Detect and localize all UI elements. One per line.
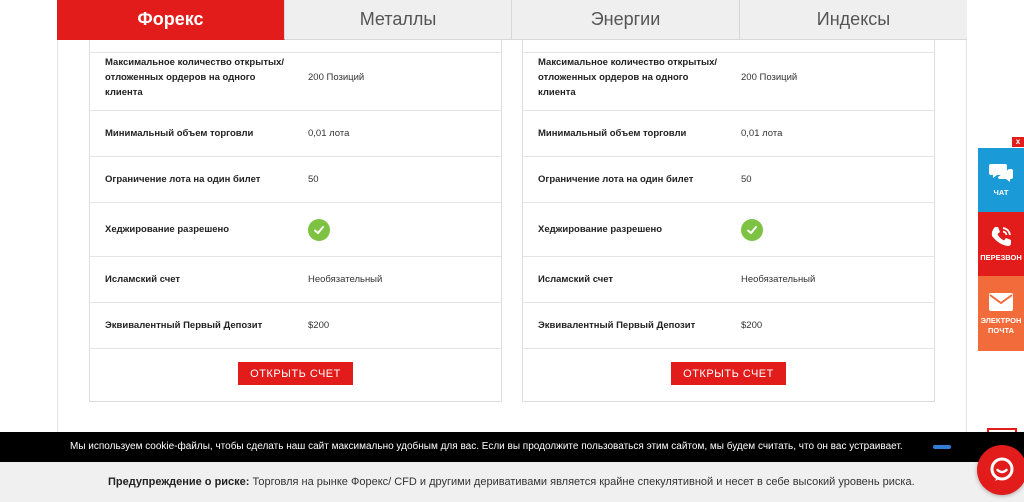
- row-label: Ограничение лота на один билет: [105, 174, 261, 185]
- cookie-accept-toggle[interactable]: [933, 445, 951, 449]
- tab-forex[interactable]: Форекс: [57, 0, 285, 40]
- row-divider: [90, 348, 501, 349]
- row-label: Исламский счет: [105, 274, 181, 285]
- open-account-button[interactable]: ОТКРЫТЬ СЧЕТ: [238, 362, 353, 385]
- table-row: [90, 110, 501, 156]
- row-value: 0,01 лота: [741, 128, 783, 139]
- live-chat-button[interactable]: [977, 445, 1024, 495]
- open-account-button[interactable]: ОТКРЫТЬ СЧЕТ: [671, 362, 786, 385]
- row-value: $200: [741, 320, 763, 331]
- phone-icon: [989, 225, 1013, 249]
- risk-warning-bar: [0, 462, 1024, 502]
- chat-bubble-icon: [989, 457, 1015, 483]
- row-value: 200 Позиций: [741, 72, 798, 83]
- row-label: Максимальное количество открытых/ отложенных ордеров на одного клиента: [105, 57, 285, 98]
- check-icon: [741, 219, 763, 241]
- row-value: 50: [308, 174, 319, 185]
- chat-icon: [988, 162, 1014, 184]
- row-value: 0,01 лота: [308, 128, 350, 139]
- table-row: [523, 202, 934, 256]
- row-label: Эквивалентный Первый Депозит: [538, 320, 696, 331]
- callback-label: ПЕРЕЗВОН: [980, 253, 1022, 262]
- row-value: Необязательный: [308, 274, 383, 285]
- row-value: 200 Позиций: [308, 72, 365, 83]
- row-value: 50: [741, 174, 752, 185]
- chat-label: ЧАТ: [993, 188, 1009, 197]
- tab-indices[interactable]: Индексы: [740, 0, 967, 40]
- risk-text: [108, 476, 915, 488]
- row-label: Эквивалентный Первый Депозит: [105, 320, 263, 331]
- tab-energies[interactable]: Энергии: [512, 0, 740, 40]
- row-label: Максимальное количество открытых/ отложенных ордеров на одного клиента: [538, 57, 718, 98]
- row-label: Минимальный объем торговли: [538, 128, 687, 139]
- row-value: $200: [308, 320, 330, 331]
- chat-widget[interactable]: [978, 148, 1024, 212]
- table-row: [523, 110, 934, 156]
- row-divider: [523, 348, 934, 349]
- email-label: ЭЛЕКТРОН ПОЧТА: [980, 315, 1022, 335]
- risk-title: Предупреждение о риске:: [108, 476, 250, 488]
- row-label: Минимальный объем торговли: [105, 128, 254, 139]
- table-row: [523, 156, 934, 202]
- instrument-tabs: [57, 0, 967, 40]
- table-row: [90, 202, 501, 256]
- row-label: Исламский счет: [538, 274, 614, 285]
- check-icon: [308, 219, 330, 241]
- risk-body: Торговля на рынке Форекс/ CFD и другими деривативами является крайне спекулятивной и несет в себе высокий уровень риска.: [249, 476, 915, 488]
- email-widget[interactable]: [978, 276, 1024, 351]
- table-row: [90, 302, 501, 348]
- close-widgets-button[interactable]: x: [1012, 137, 1024, 147]
- cookie-text: Мы используем cookie-файлы, чтобы сделать наш сайт максимально удобным для вас. Если вы продолжите пользоваться этим сайтом, мы будем считать, что он вас устраивает.: [70, 441, 903, 452]
- row-label: Хеджирование разрешено: [538, 224, 663, 235]
- account-card-right: [522, 40, 935, 402]
- row-value: Необязательный: [741, 274, 816, 285]
- mail-icon: [988, 292, 1014, 312]
- table-row: [90, 156, 501, 202]
- tab-metals[interactable]: Металлы: [285, 0, 512, 40]
- cookie-bar: [0, 432, 1024, 462]
- table-row: [523, 256, 934, 302]
- table-row: [90, 256, 501, 302]
- account-card-left: [89, 40, 502, 402]
- table-row: [90, 52, 501, 102]
- row-label: Ограничение лота на один билет: [538, 174, 694, 185]
- callback-widget[interactable]: [978, 212, 1024, 276]
- table-row: [523, 302, 934, 348]
- table-row: [523, 52, 934, 102]
- row-label: Хеджирование разрешено: [105, 224, 230, 235]
